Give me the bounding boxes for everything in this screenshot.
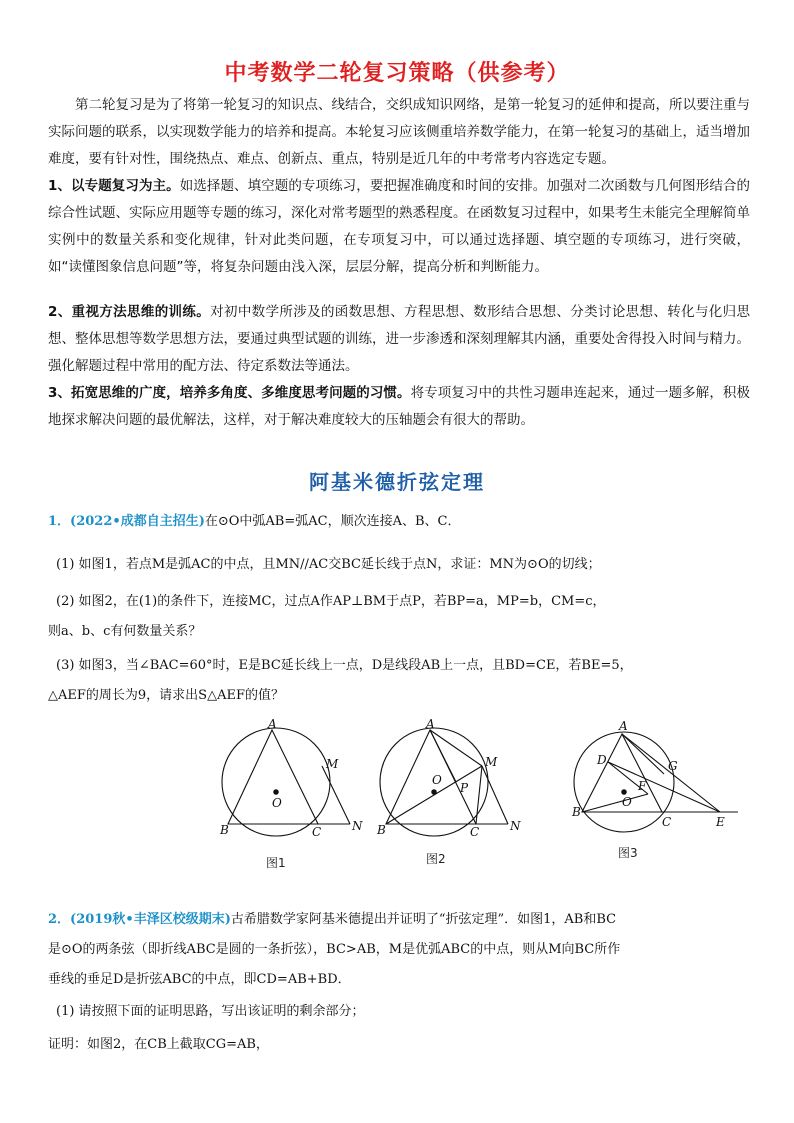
fig1-mn-line [322,766,350,824]
fig3-label-d: D [597,753,607,767]
q1-number: 1． [48,514,71,529]
q2-source: (2019秋•丰泽区校级期末) [70,912,231,927]
fig3-label-e: E [716,815,725,829]
q1-part2a: (2) 如图2，在(1)的条件下，连接MC，过点A作AP⊥BM于点P，若BP=a，MP=b，CM=c， [56,594,606,609]
q1-part1: (1) 如图1，若点M是弧AC的中点，且MN//AC交BC延长线于点N，求证：MN为⊙O的切线； [56,557,601,572]
fig2-label-b: B [377,823,386,837]
point-3 [48,380,750,434]
fig1-center-dot [274,790,278,794]
fig1-label-c: C [312,825,322,839]
point-1-body: 如选择题、填空题的专项练习，要把握准确度和时间的安排。加强对二次函数与几何图形结合的综合性试题、实际应用题等专题的练习，深化对常考题型的熟悉程度。在函数复习过程中，如果考生未能完全理解简单实例中的数量关系和变化规律，针对此类问题，在专项复习中，可以通过选择题、填空题的专项练习，进行突破，如“读懂图象信息问题”等，将复杂问题由浅入深，层层分解，提高分析和判断能力。 [48,178,750,275]
fig2-label-m: M [485,755,498,769]
q2-text-1: 古希腊数学家阿基米德提出并证明了“折弦定理”．如图1，AB和BC [230,912,617,927]
fig1-label-a: A [268,717,277,731]
fig1-caption: 图1 [266,856,286,870]
fig3-ag-line [622,734,664,774]
figures-row [0,716,794,870]
fig3-caption: 图3 [618,846,638,860]
geometry-figures [0,716,794,866]
point-1-heading: 1、以专题复习为主。 [48,178,180,194]
q2-line2: 是⊙O的两条弦（即折线ABC是圆的一条折弦），BC>AB，M是优弧ABC的中点，则从M向BC所作 [48,942,621,957]
fig2-label-o: O [432,773,442,787]
q1-part3b: △AEF的周长为9，请求出S△AEF的值？ [48,688,284,703]
point-2-heading: 2、重视方法思维的训练。 [48,304,211,320]
q2-line4: (1) 请按照下面的证明思路，写出该证明的剩余部分； [56,1004,365,1019]
point-2 [48,299,750,380]
point-3-heading: 3、拓宽思维的广度，培养多角度、多维度思考问题的习惯。 [48,385,411,401]
q1-part3a: (3) 如图3，当∠BAC=60°时，E是BC延长线上一点，D是线段AB上一点，且BD=CE，若BE=5， [56,658,633,673]
fig3-label-o: O [622,795,632,809]
fig2-label-c: C [470,825,480,839]
intro-paragraph: 第二轮复习是为了将第一轮复习的知识点、线结合，交织成知识网络，是第一轮复习的延伸和提高，所以要注重与实际问题的联系，以实现数学能力的培养和提高。本轮复习应该侧重培养数学能力，在第一轮复习的基础上，适当增加难度，要有针对性，围绕热点、难点、创新点、重点，特别是近几年的中考常考内容选定专题。 [48,97,750,167]
fig2-mc-line [476,766,482,824]
fig3-center-dot [622,790,626,794]
point-2-body: 对初中数学所涉及的函数思想、方程思想、数形结合思想、分类讨论思想、转化与化归思想、整体思想等数学思想方法，要通过典型试题的训练，进一步渗透和深刻理解其内涵，重要处舍得投入时间与精力。强化解题过程中常用的配方法、待定系数法等通法。 [48,304,750,374]
q1-part2b: 则a、b、c有何数量关系？ [48,624,202,639]
q1-source: (2022•成都自主招生) [70,514,205,529]
q2-line5: 证明：如图2，在CB上截取CG=AB， [48,1037,269,1052]
figure-3 [574,732,738,832]
fig2-triangle [386,730,476,824]
fig1-label-b: B [220,823,229,837]
figure-1 [222,728,350,836]
fig2-am-line [430,730,482,766]
fig1-label-n: N [352,819,363,833]
q2-line1 [48,910,752,930]
section-title: 阿基米德折弦定理 [309,470,485,494]
fig2-caption: 图2 [426,852,446,866]
fig3-circle [574,732,674,832]
figure-2 [380,728,508,836]
q1-text: 在⊙O中弧AB=弧AC，顺次连接A、B、C． [204,514,461,529]
fig2-label-p: P [460,781,469,795]
fig2-label-n: N [510,819,521,833]
fig1-label-o: O [272,796,282,810]
fig1-circle [222,728,330,836]
q2-number: 2． [48,912,71,927]
fig1-label-m: M [326,757,339,771]
fig3-label-g: G [668,759,678,773]
q1-stem [48,512,752,532]
point-3-body: 将专项复习中的共性习题串连起来，通过一题多解，积极地探求解决问题的最优解法，这样，对于解决难度较大的压轴题会有很大的帮助。 [48,385,750,428]
fig2-label-a: A [426,717,435,731]
fig3-label-f: F [638,779,647,793]
fig3-label-b: B [572,805,581,819]
page-title: 中考数学二轮复习策略（供参考） [224,61,570,86]
fig3-label-a: A [619,719,628,733]
point-1 [48,173,750,281]
fig3-bf-line [582,794,648,812]
fig2-center-dot [432,790,436,794]
q2-line3: 垂线的垂足D是折弦ABC的中点，即CD=AB+BD． [48,972,351,987]
fig3-label-c: C [662,815,672,829]
